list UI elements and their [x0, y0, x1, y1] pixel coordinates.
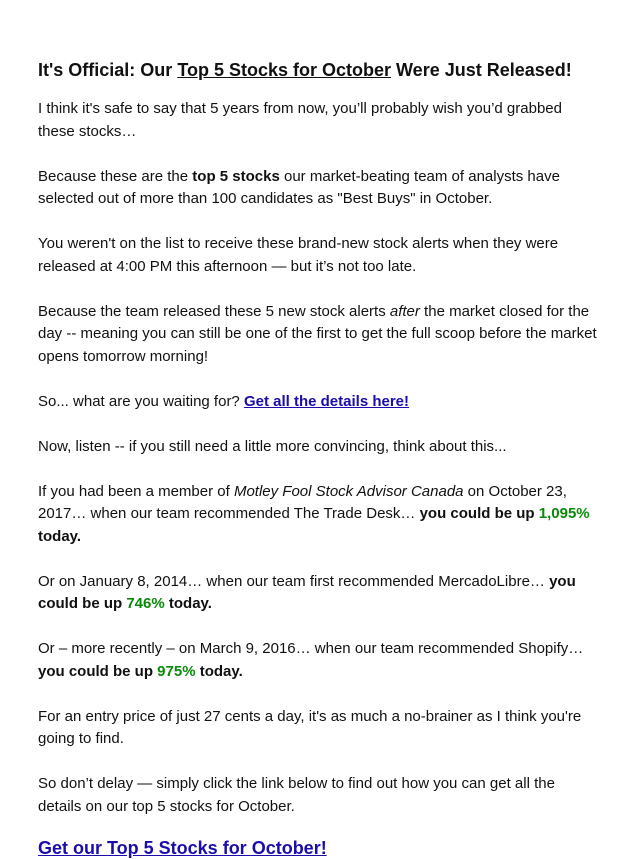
gain-percent: 1,095%	[538, 505, 590, 522]
paragraph-not-too-late: You weren't on the list to receive these brand-new stock alerts when they were released at 4:00 PM this afternoon — but it’s not too late.	[38, 235, 559, 275]
gain-percent: 975%	[157, 662, 196, 680]
paragraph-details	[38, 391, 600, 414]
paragraph-convincing: Now, listen -- if you still need a little more convincing, think about this...	[38, 437, 507, 455]
headline	[38, 58, 600, 82]
email-body	[38, 58, 600, 859]
text: Or on January 8, 2014… when our team first recommended MercadoLibre…	[38, 572, 550, 590]
text: the market closed for the day -- meaning you can still be one of the first to get the full scoop before the market opens tomorrow morning!	[38, 302, 597, 365]
paragraph-trade-desk	[38, 481, 600, 549]
headline-suffix: Were Just Released!	[391, 60, 572, 80]
paragraph-shopify	[38, 638, 600, 683]
text: on October 23, 2017… when our team recommended The Trade Desk…	[38, 482, 567, 522]
bold-text: top 5 stocks	[192, 167, 280, 185]
text: our market-beating team of analysts have selected out of more than 100 candidates as "Best Buys" in October.	[38, 167, 560, 207]
paragraph-intro: I think it's safe to say that 5 years from now, you’ll probably wish you’d grabbed these stocks…	[38, 100, 562, 140]
cta-link[interactable]: Get our Top 5 Stocks for October!	[38, 837, 327, 858]
text: Because these are the	[38, 167, 193, 185]
text: Or – more recently – on March 9, 2016… when our team recommended Shopify…	[38, 640, 584, 657]
paragraph-price: For an entry price of just 27 cents a day, it's as much a no-brainer as I think you're going to find.	[38, 707, 582, 747]
paragraph-dont-delay: So don’t delay — simply click the link below to find out how you can get all the details on our top 5 stocks for October.	[38, 775, 555, 815]
headline-link[interactable]: Top 5 Stocks for October	[177, 60, 392, 80]
paragraph-mercadolibre	[38, 571, 600, 616]
paragraph-after-close	[38, 301, 600, 369]
gain-percent: 746%	[126, 595, 165, 612]
text: If you had been a member of	[38, 482, 234, 500]
text: Because the team released these 5 new stock alerts	[38, 302, 390, 320]
details-link[interactable]: Get all the details here!	[243, 392, 410, 410]
bold-text: today.	[38, 527, 82, 545]
bold-text: today.	[195, 662, 243, 680]
paragraph-top-stocks	[38, 166, 600, 211]
bold-text: today.	[164, 595, 212, 612]
bold-text: you could be up	[419, 505, 539, 522]
bold-text: you could be up	[38, 572, 576, 612]
italic-text: Motley Fool Stock Advisor Canada	[233, 482, 464, 500]
text: So... what are you waiting for?	[38, 392, 244, 410]
headline-prefix: It's Official: Our	[38, 60, 178, 80]
bold-text: you could be up	[38, 662, 158, 680]
italic-text: after	[389, 302, 420, 320]
